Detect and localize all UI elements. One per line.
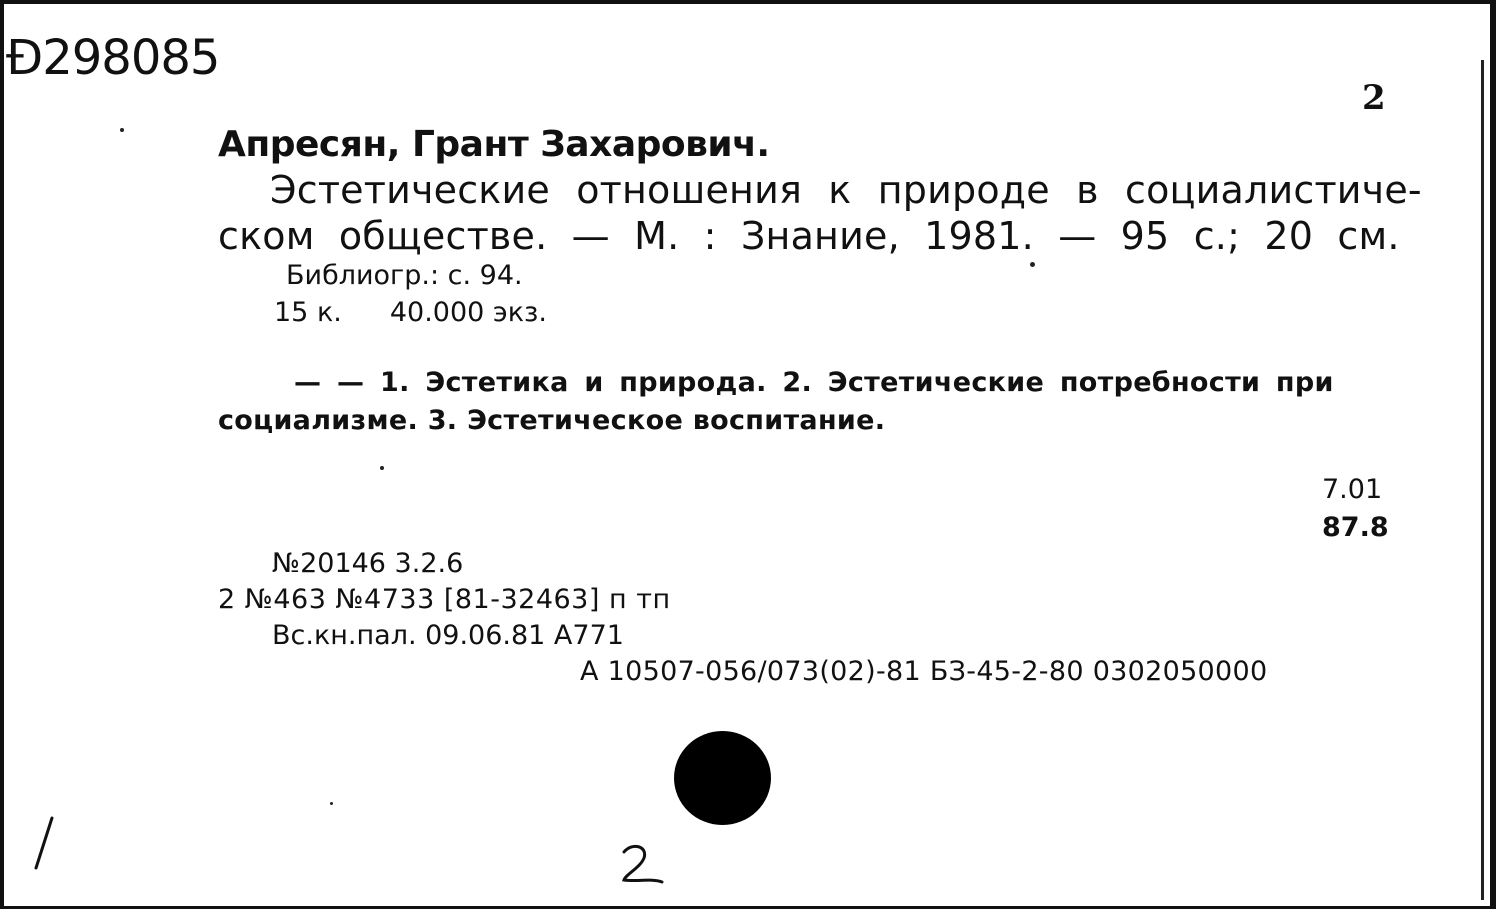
reference-line-2: 2 №463 №4733 [81-32463] п тп: [218, 584, 671, 615]
card-number: Ð298085: [6, 30, 220, 86]
punch-hole: [674, 731, 771, 825]
card-edge-line: [1481, 60, 1484, 900]
speck: [120, 128, 124, 132]
handwritten-slash: [36, 818, 52, 868]
author-heading: Апресян, Грант Захарович.: [218, 124, 770, 165]
price-line: [274, 297, 547, 328]
print-run: 40.000 экз.: [389, 297, 547, 328]
reference-line-4: А 10507-056/073(02)-81 БЗ-45-2-80 0302050000: [580, 656, 1268, 687]
card-border-top: [0, 0, 1496, 4]
subjects-line-2: социализме. 3. Эстетическое воспитание.: [218, 405, 886, 436]
price: 15 к.: [274, 297, 342, 328]
reference-line-3: Вс.кн.пал. 09.06.81 А771: [272, 620, 624, 651]
speck: [1030, 262, 1035, 267]
card-border-right: [1490, 0, 1496, 909]
bibliography-note: Библиогр.: с. 94.: [286, 260, 523, 291]
classification-code-1: 7.01: [1322, 474, 1383, 505]
classification-code-2: 87.8: [1322, 512, 1389, 543]
title-line-2: ском обществе. — М. : Знание, 1981. — 95 с.; 20 см.: [218, 214, 1400, 258]
copy-count: 2: [1362, 78, 1386, 118]
card-border-left: [0, 0, 4, 909]
reference-line-1: №20146 3.2.6: [272, 548, 464, 579]
handwritten-two: [624, 846, 662, 882]
subjects-line-1: — — 1. Эстетика и природа. 2. Эстетические потребности при: [294, 367, 1334, 398]
speck: [380, 466, 384, 470]
speck: [330, 802, 333, 805]
title-line-1: Эстетические отношения к природе в социалистиче-: [270, 168, 1422, 212]
